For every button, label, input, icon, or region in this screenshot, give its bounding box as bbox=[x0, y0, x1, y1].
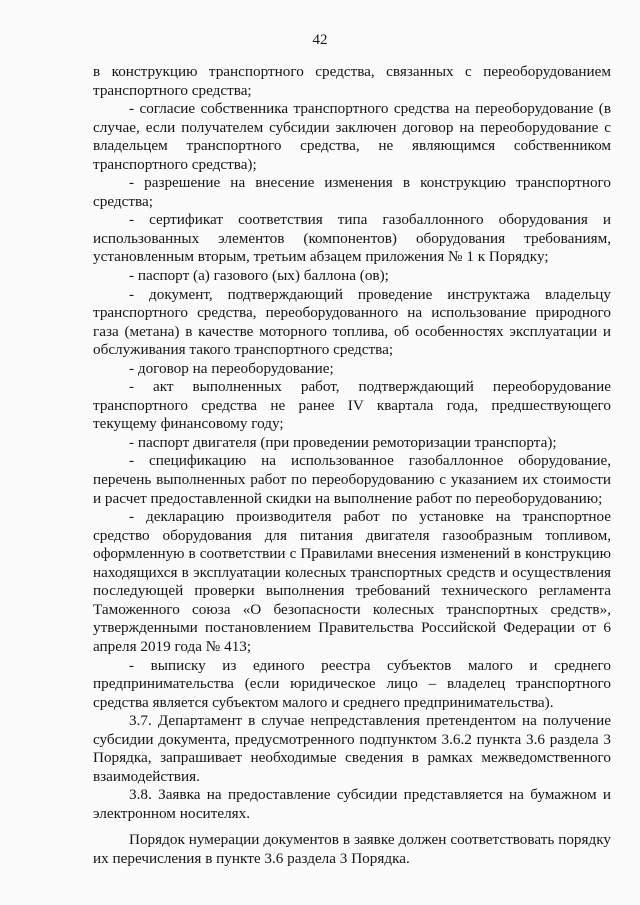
paragraph: - договор на переоборудование; bbox=[129, 359, 334, 377]
paragraph: 3.7. Департамент в случае непредставления претендентом на получение субсидии документа, предусмотренного подпунктом 3.6.2 пункта 3.6 раздела 3 Порядка, запрашивает необходимые сведения в рамках межведомственного взаимодействия. bbox=[93, 712, 611, 785]
page-number: 42 bbox=[312, 32, 328, 48]
paragraph: в конструкцию транспортного средства, связанных с переоборудованием транспортного средства; bbox=[93, 63, 611, 99]
paragraph: - согласие собственника транспортного средства на переоборудование (в случае, если получателем субсидии заключен договор на переоборудование с владельцем транспортного средства, не являющимся собственником транспортного средства); bbox=[93, 100, 611, 173]
document-body bbox=[93, 63, 611, 869]
paragraph: - акт выполненных работ, подтверждающий переоборудование транспортного средства не ранее IV квартала года, предшествующего текущему финансовому году; bbox=[93, 378, 611, 433]
paragraph: 3.8. Заявка на предоставление субсидии представляется на бумажном и электронном носителях. bbox=[93, 786, 611, 822]
paragraph: Порядок нумерации документов в заявке должен соответствовать порядку их перечисления в пункте 3.6 раздела 3 Порядка. bbox=[93, 831, 611, 867]
paragraph: - паспорт (а) газового (ых) баллона (ов); bbox=[129, 267, 389, 285]
paragraph: - выписку из единого реестра субъектов малого и среднего предпринимательства (если юридическое лицо – владелец транспортного средства является субъектом малого и среднего предпринимательства). bbox=[93, 656, 611, 711]
paragraph: - декларацию производителя работ по установке на транспортное средство оборудования для питания двигателя газообразным топливом, оформленную в соответствии с Правилами внесения изменений в конструкцию находящихся в эксплуатации колесных транспортных средств и осуществления последующей проверки выполнения требований технического регламента Таможенного союза «О безопасности колесных транспортных средств», утвержденными постановлением Правительства Российской Федерации от 6 апреля 2019 года № 413; bbox=[93, 508, 611, 655]
paragraph: - разрешение на внесение изменения в конструкцию транспортного средства; bbox=[93, 174, 611, 210]
paragraph: - спецификацию на использованное газобаллонное оборудование, перечень выполненных работ по переоборудованию с указанием их стоимости и расчет предоставленной скидки на выполнение работ по переоборудованию; bbox=[93, 452, 611, 507]
paragraph: - сертификат соответствия типа газобаллонного оборудования и использованных элементов (компонентов) оборудования требованиям, установленным вторым, третьим абзацем приложения № 1 к Порядку; bbox=[93, 211, 611, 266]
paragraph: - паспорт двигателя (при проведении ремоторизации транспорта); bbox=[129, 433, 557, 451]
paragraph: - документ, подтверждающий проведение инструктажа владельцу транспортного средства, переоборудованного на использование природного газа (метана) в качестве моторного топлива, об особенностях эксплуатации и обслуживания такого транспортного средства; bbox=[93, 285, 611, 359]
